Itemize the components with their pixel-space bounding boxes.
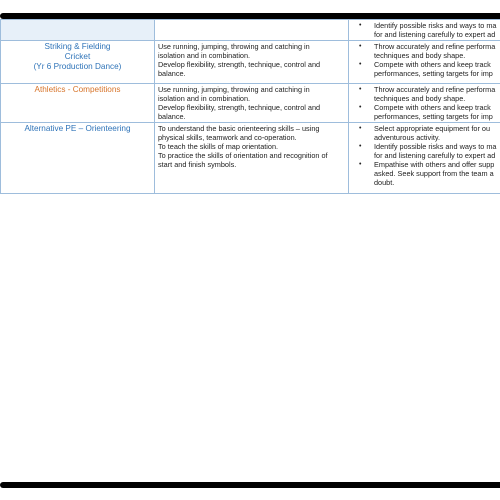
- bullet-icon: •: [359, 143, 362, 150]
- objective-text-line: Develop flexibility, strength, technique, control and: [158, 103, 321, 112]
- table-row: [1, 41, 500, 84]
- objective-text-line: To practice the skills of orientation and recognition of: [158, 151, 328, 160]
- skills-cell: [349, 84, 500, 123]
- skills-bullet-list: [352, 21, 500, 39]
- list-item: [352, 160, 500, 187]
- bullet-text-line: Identify possible risks and ways to ma: [374, 21, 497, 30]
- unit-title-line: Alternative PE – Orienteering: [24, 124, 131, 133]
- bullet-text-line: Throw accurately and refine performa: [374, 42, 496, 51]
- bullet-icon: •: [359, 125, 362, 132]
- unit-title-cell: [1, 84, 155, 123]
- skills-bullet-list: [352, 85, 500, 121]
- skills-cell: [349, 20, 500, 41]
- list-item: [352, 85, 500, 103]
- objective-text-line: Use running, jumping, throwing and catching in: [158, 85, 310, 94]
- skills-bullet-list: [352, 42, 500, 78]
- objectives-cell: [155, 20, 349, 41]
- list-item: [352, 42, 500, 60]
- objective-text-line: balance.: [158, 112, 186, 121]
- bullet-text-line: for and listening carefully to expert ad: [374, 30, 496, 39]
- table-row: [1, 123, 500, 194]
- bullet-text-line: doubt.: [374, 178, 395, 187]
- curriculum-table-frame: [0, 19, 500, 482]
- objective-text-line: physical skills, teamwork and co-operation.: [158, 133, 297, 142]
- objective-text-line: balance.: [158, 69, 186, 78]
- bullet-text-line: asked. Seek support from the team a: [374, 169, 494, 178]
- skills-bullet-list: [352, 124, 500, 187]
- table-row: [1, 20, 500, 41]
- bullet-icon: •: [359, 43, 362, 50]
- bullet-text-line: techniques and body shape.: [374, 51, 466, 60]
- unit-title-cell: [1, 41, 155, 84]
- list-item: [352, 21, 500, 39]
- bullet-text-line: performances, setting targets for imp: [374, 112, 493, 121]
- bullet-text-line: techniques and body shape.: [374, 94, 466, 103]
- list-item: [352, 60, 500, 78]
- bullet-text-line: for and listening carefully to expert ad: [374, 151, 496, 160]
- skills-cell: [349, 123, 500, 194]
- objective-text-line: start and finish symbols.: [158, 160, 237, 169]
- objectives-cell: [155, 41, 349, 84]
- pe-curriculum-table: [0, 19, 500, 194]
- bullet-text-line: adventurous activity.: [374, 133, 440, 142]
- list-item: [352, 124, 500, 142]
- bullet-icon: •: [359, 61, 362, 68]
- objective-text-line: isolation and in combination.: [158, 94, 251, 103]
- unit-title-line: Athletics - Competitions: [34, 85, 121, 94]
- bullet-text-line: Select appropriate equipment for ou: [374, 124, 491, 133]
- bullet-icon: •: [359, 104, 362, 111]
- unit-title-line: (Yr 6 Production Dance): [33, 62, 122, 71]
- bullet-text-line: Compete with others and keep track: [374, 103, 491, 112]
- objectives-cell: [155, 84, 349, 123]
- unit-title-cell: [1, 20, 155, 41]
- bullet-text-line: Throw accurately and refine performa: [374, 85, 496, 94]
- bullet-text-line: Identify possible risks and ways to ma: [374, 142, 497, 151]
- objective-text-line: Develop flexibility, strength, technique, control and: [158, 60, 321, 69]
- bullet-icon: •: [359, 22, 362, 29]
- bullet-text-line: Compete with others and keep track: [374, 60, 491, 69]
- objective-text-line: isolation and in combination.: [158, 51, 251, 60]
- bullet-text-line: performances, setting targets for imp: [374, 69, 493, 78]
- objective-text-line: To understand the basic orienteering skills – using: [158, 124, 320, 133]
- unit-title-line: Striking & Fielding: [44, 42, 111, 51]
- list-item: [352, 103, 500, 121]
- objectives-cell: [155, 123, 349, 194]
- unit-title-line: Cricket: [64, 52, 91, 61]
- bullet-text-line: Empathise with others and offer supp: [374, 160, 495, 169]
- bottom-border-bar: [0, 482, 500, 488]
- objective-text-line: Use running, jumping, throwing and catching in: [158, 42, 310, 51]
- bullet-icon: •: [359, 161, 362, 168]
- unit-title-cell: [1, 123, 155, 194]
- bullet-icon: •: [359, 86, 362, 93]
- table-row: [1, 84, 500, 123]
- skills-cell: [349, 41, 500, 84]
- objective-text-line: To teach the skills of map orientation.: [158, 142, 279, 151]
- list-item: [352, 142, 500, 160]
